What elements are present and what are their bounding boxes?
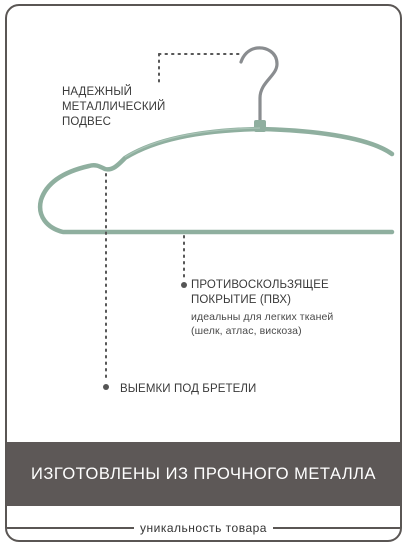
footer-text: уникальность товара — [134, 521, 273, 535]
product-card — [5, 4, 402, 542]
hanger-body — [40, 129, 392, 232]
hook-label-line-1: НАДЕЖНЫЙ — [62, 86, 132, 98]
coating-note-line-1: идеальны для легких тканей — [191, 311, 334, 323]
coating-callout-dot — [181, 282, 187, 288]
notch-callout-dot — [103, 384, 109, 390]
coating-note-line-2: (шелк, атлас, вискоза) — [191, 325, 302, 337]
coating-label-line-2: ПОКРЫТИЕ (ПВХ) — [191, 294, 292, 306]
hook-label — [62, 85, 165, 130]
hook-label-line-2: МЕТАЛЛИЧЕСКИЙ — [62, 101, 166, 113]
banner: ИЗГОТОВЛЕНЫ ИЗ ПРОЧНОГО МЕТАЛЛА — [7, 442, 400, 506]
footer — [7, 513, 400, 542]
coating-label — [191, 278, 329, 308]
hanger-body-highlight — [125, 128, 260, 157]
coating-label-line-1: ПРОТИВОСКОЛЬЗЯЩЕЕ — [191, 279, 329, 291]
hanger-illustration — [7, 6, 402, 442]
hanger-hook — [241, 48, 277, 128]
notches-label: ВЫЕМКИ ПОД БРЕТЕЛИ — [120, 383, 257, 395]
hook-label-line-3: ПОДВЕС — [62, 116, 111, 128]
coating-note — [191, 310, 333, 338]
